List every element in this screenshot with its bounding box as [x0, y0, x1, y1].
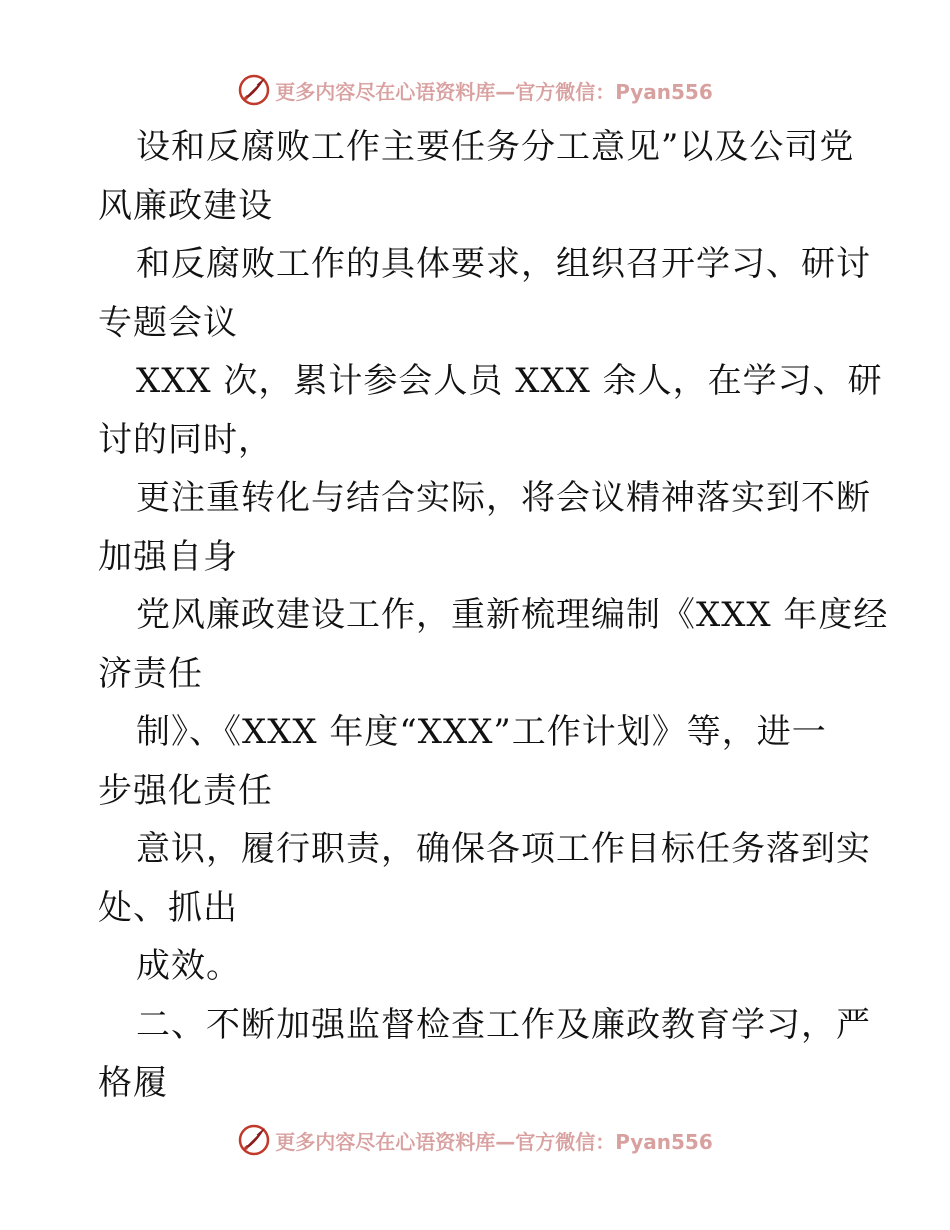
document-body — [98, 118, 889, 1113]
body-line: 更注重转化与结合实际，将会议精神落实到不断 — [136, 478, 871, 518]
footer-banner-text: 更多内容尽在心语资料库—官方微信：Pyan556 — [275, 1129, 713, 1154]
body-line: 成效。 — [136, 946, 241, 986]
body-line: 设和反腐败工作主要任务分工意见”以及公司党 — [136, 127, 855, 167]
quill-pen-logo-icon — [237, 73, 271, 107]
body-line: 意识，履行职责，确保各项工作目标任务落到实 — [136, 829, 871, 869]
quill-pen-logo-icon — [237, 1123, 271, 1157]
body-line: 讨的同时， — [98, 419, 273, 460]
body-line: 济责任 — [98, 653, 203, 694]
header-banner-text: 更多内容尽在心语资料库—官方微信：Pyan556 — [275, 79, 713, 104]
header-banner — [0, 70, 950, 110]
body-line: 风廉政建设 — [98, 185, 273, 226]
body-line: 处、抓出 — [98, 887, 238, 928]
body-line: 制》、《XXX 年度“XXX”工作计划》等，进一 — [136, 712, 827, 752]
body-line: 格履 — [98, 1063, 168, 1103]
body-line: 加强自身 — [98, 536, 238, 577]
footer-banner — [0, 1120, 950, 1160]
body-line: 步强化责任 — [98, 770, 273, 811]
body-line: XXX 次，累计参会人员 XXX 余人，在学习、研 — [136, 361, 883, 401]
body-line: 和反腐败工作的具体要求，组织召开学习、研讨 — [136, 244, 871, 284]
body-line: 党风廉政建设工作，重新梳理编制《XXX 年度经 — [136, 595, 889, 635]
body-line: 二、不断加强监督检查工作及廉政教育学习，严 — [136, 1004, 871, 1045]
body-line: 专题会议 — [98, 302, 238, 343]
